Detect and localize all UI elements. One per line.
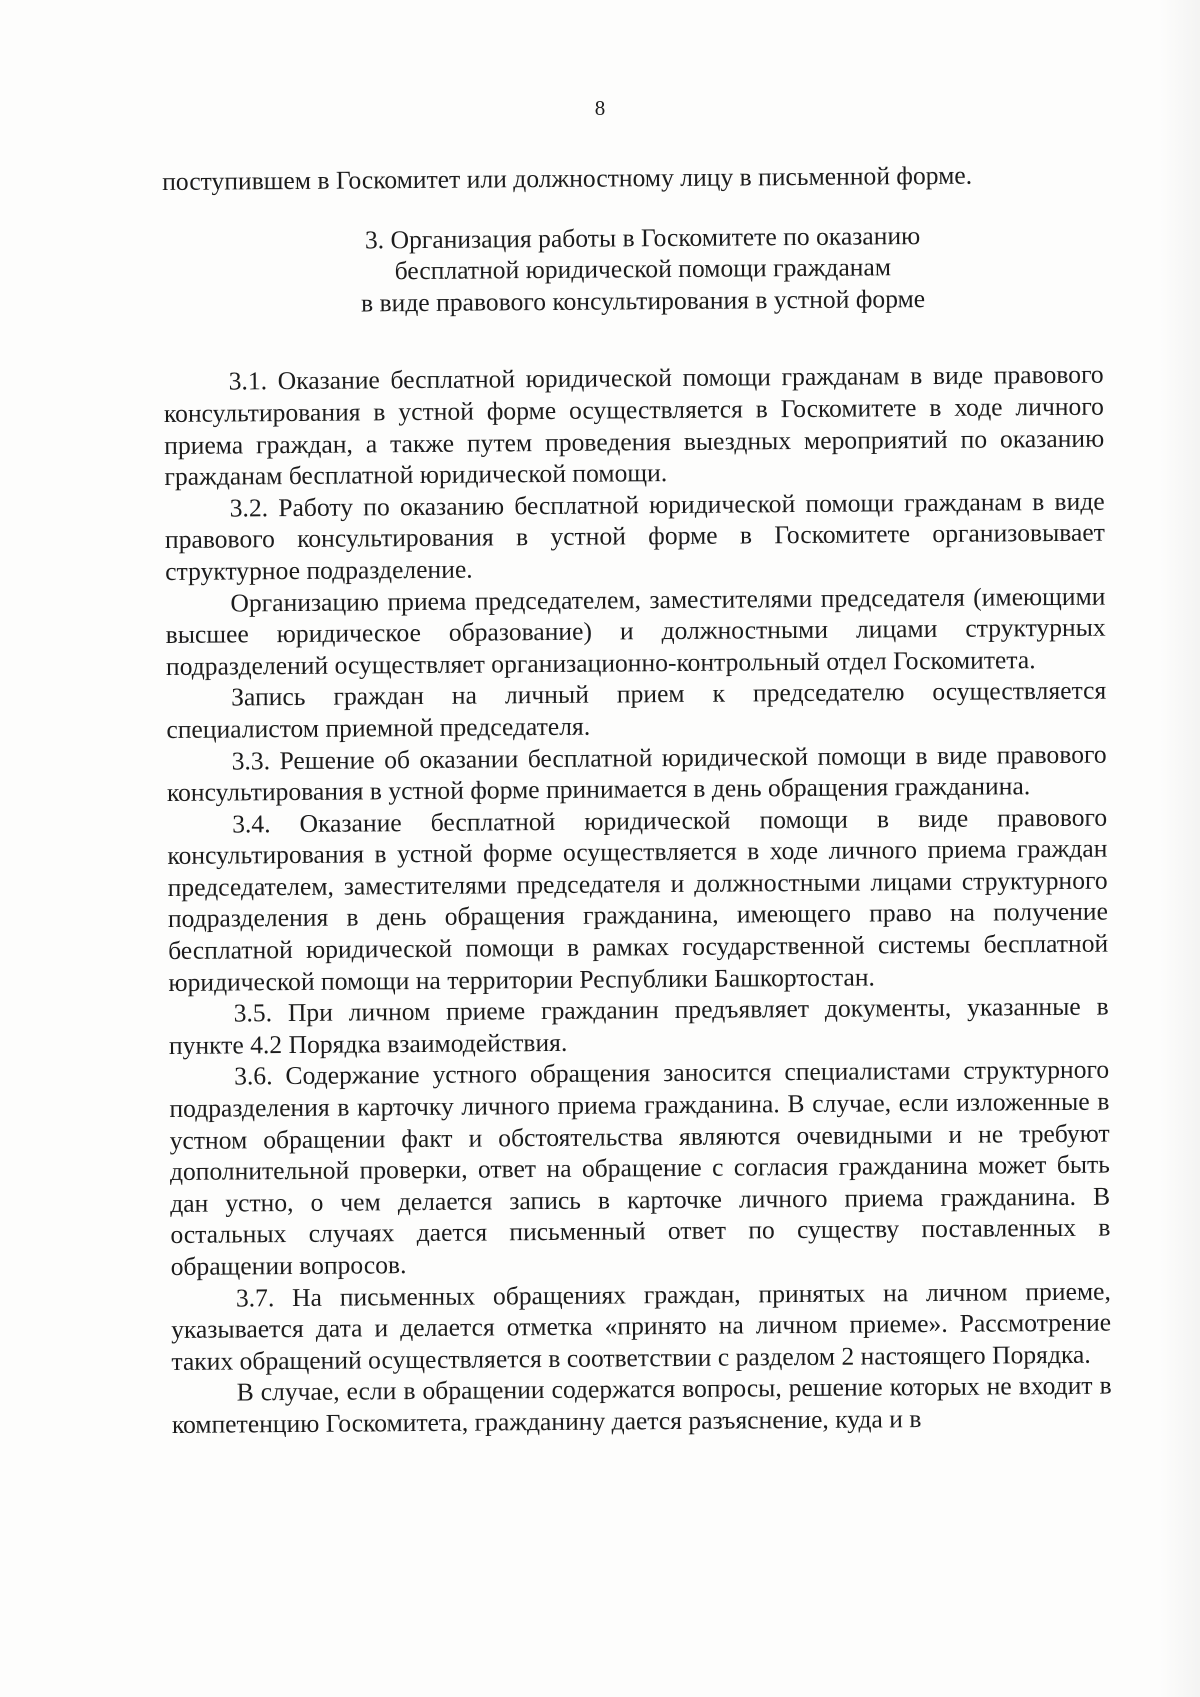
paragraph-3-4: 3.4. Оказание бесплатной юридической помощи в виде правового консультирования в устной форме осуществляется в ходе личного приема граждан председателем, заместителями председателя и должностными лицами структурного подразделения в день обращения гражданина, имеющего право на получение бесплатной юридической помощи в рамках государственной системы бесплатной юридической помощи на территории Республики Башкортостан. <box>167 802 1109 997</box>
section-heading-line-3: в виде правового консультирования в устной форме <box>360 283 926 318</box>
section-heading-line-2: бесплатной юридической помощи гражданам <box>394 252 892 286</box>
paragraph-3-2: 3.2. Работу по оказанию бесплатной юридической помощи гражданам в виде правового консультирования в устной форме в Госкомитете организовывает структурное подразделение. <box>164 486 1106 586</box>
paragraph-3-6: 3.6. Содержание устного обращения заносится специалистами структурного подразделения в карточку личного приема гражданина. В случае, если изложенные в устном обращении факт и обстоятельства являются очевидными и не требуют дополнительной проверки, ответ на обращение с согласия гражданина может быть дан устно, о чем делается запись в карточке личного приема гражданина. В остальных случаях дается письменный ответ по существу поставленных в обращении вопросов. <box>169 1055 1111 1281</box>
paragraph-3-1: 3.1. Оказание бесплатной юридической помощи гражданам в виде правового консультирования в устной форме осуществляется в Госкомитете в ходе личного приема граждан, а также путем проведения выездных мероприятий по оказанию гражданам бесплатной юридической помощи. <box>163 359 1105 492</box>
paragraph-competence: В случае, если в обращении содержатся вопросы, решение которых не входит в компетенцию Госкомитета, гражданину дается разъяснение, куда и в <box>171 1370 1112 1439</box>
paragraph-3-5: 3.5. При личном приеме гражданин предъявляет документы, указанные в пункте 4.2 Порядка взаимодействия. <box>168 991 1109 1060</box>
paragraph-reception-registration: Запись граждан на личный прием к председателю осуществляется специалистом приемной председателя. <box>166 675 1107 744</box>
paragraph-reception-organization: Организацию приема председателем, заместителями председателя (имеющими высшее юридическое образование) и должностными лицами структурных подразделений осуществляет организационно-контрольный отдел Госкомитета. <box>165 581 1106 681</box>
scan-edge-shadow <box>1160 0 1200 1697</box>
page-number: 8 <box>594 96 606 120</box>
section-heading <box>162 218 1103 320</box>
section-heading-line-1: 3. Организация работы в Госкомитете по оказанию <box>364 220 921 255</box>
paragraph-3-7: 3.7. На письменных обращениях граждан, принятых на личном приеме, указывается дата и делается отметка «принято на личном приеме». Рассмотрение таких обращений осуществляется в соответствии с разделом 2 настоящего Порядка. <box>171 1276 1112 1376</box>
continuation-line: поступившем в Госкомитет или должностному лицу в письменной форме. <box>162 160 973 196</box>
document-body <box>162 159 1112 1441</box>
paragraph-3-3: 3.3. Решение об оказании бесплатной юридической помощи в виде правового консультирования в устной форме принимается в день обращения гражданина. <box>166 739 1107 808</box>
